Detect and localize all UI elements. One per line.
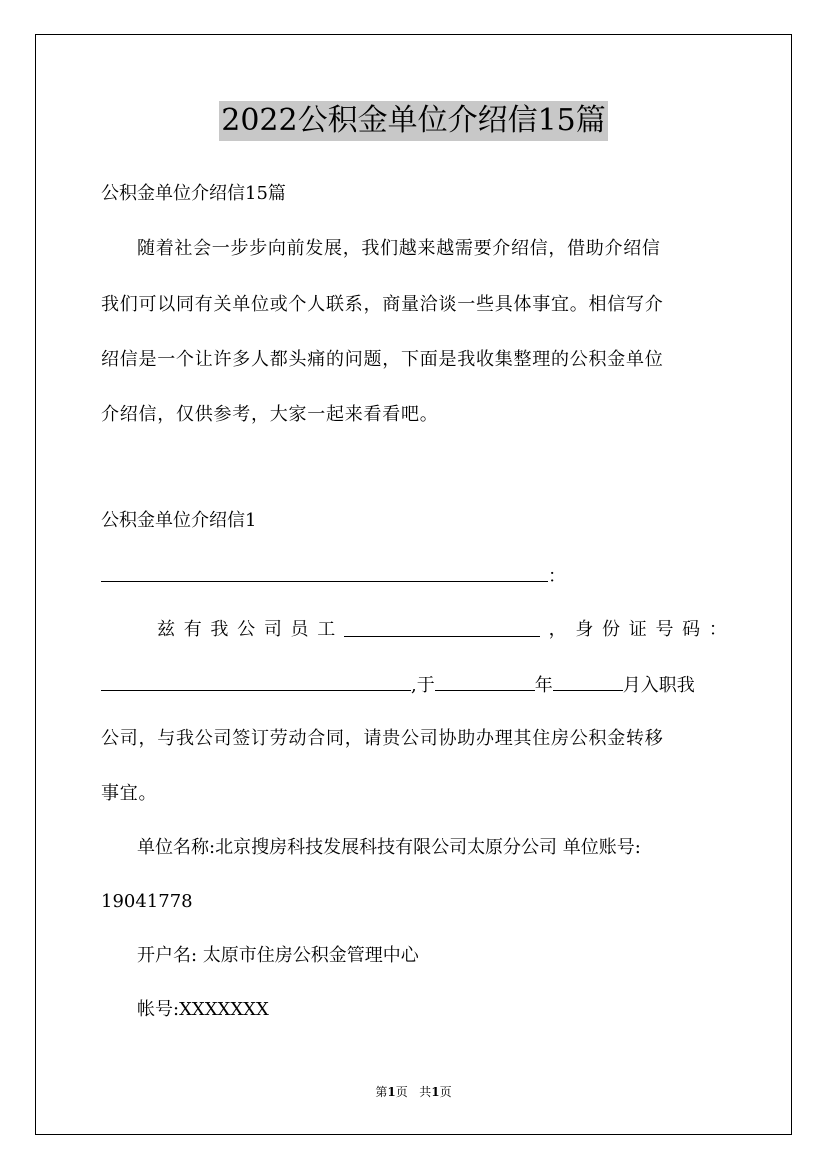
account-number: 帐号:XXXXXXX [137,999,269,1020]
intro-line: 我们可以同有关单位或个人联系，商量洽谈一些具体事宜。相信写介 [101,294,664,315]
char: 兹 [157,619,175,640]
char: 员 [290,619,309,640]
char: 码 [682,619,701,640]
body-line: 事宜。 [101,783,158,804]
page-suffix: 页 [439,1085,452,1099]
char: 身 [575,619,594,640]
entry-line [101,672,727,698]
subtitle: 公积金单位介绍信15篇 [101,183,286,204]
char: 我 [210,619,229,640]
intro-line: 绍信是一个让许多人都头痛的问题，下面是我收集整理的公积金单位 [101,349,664,370]
year-blank[interactable] [435,672,535,691]
entry-at: ,于 [411,675,435,696]
char: ： [708,619,727,640]
intro-text: 随着社会一步步向前发展，我们越来越需要介绍信，借助介绍信 [137,238,661,259]
intro-line: 介绍信，仅供参考，大家一起来看看吧。 [101,404,439,425]
entry-year: 年 [534,675,553,696]
month-blank[interactable] [553,672,623,691]
page-prefix: 第 [375,1085,388,1099]
char: 份 [602,619,621,640]
section-heading: 公积金单位介绍信1 [101,510,257,531]
unit-name-line: 单位名称:北京搜房科技发展科技有限公司太原分公司 单位账号: [137,837,641,858]
addressee-line [101,563,727,589]
char: 工 [317,619,336,640]
title-container [0,101,827,141]
char: 证 [628,619,647,640]
addressee-blank[interactable] [101,563,548,582]
char: 号 [655,619,674,640]
id-number-blank[interactable] [101,672,411,691]
body-line: 公司，与我公司签订劳动合同，请贵公司协助办理其住房公积金转移 [101,728,664,749]
page-footer [0,1084,827,1100]
page-num: 1 [387,1085,396,1099]
unit-account: 19041778 [101,891,193,912]
employee-name-blank[interactable] [344,618,540,637]
intro-line [101,237,727,261]
employee-line [101,618,727,642]
document-title: 2022公积金单位介绍信15篇 [219,101,608,141]
page-mid: 页 共 [395,1085,432,1099]
addressee-colon: ： [548,566,566,587]
char: 公 [237,619,256,640]
char: ， [548,619,567,640]
account-holder: 开户名: 太原市住房公积金管理中心 [137,945,419,966]
page-total: 1 [431,1085,440,1099]
char: 司 [263,619,282,640]
entry-month: 月入职我 [622,675,695,696]
char: 有 [183,619,202,640]
